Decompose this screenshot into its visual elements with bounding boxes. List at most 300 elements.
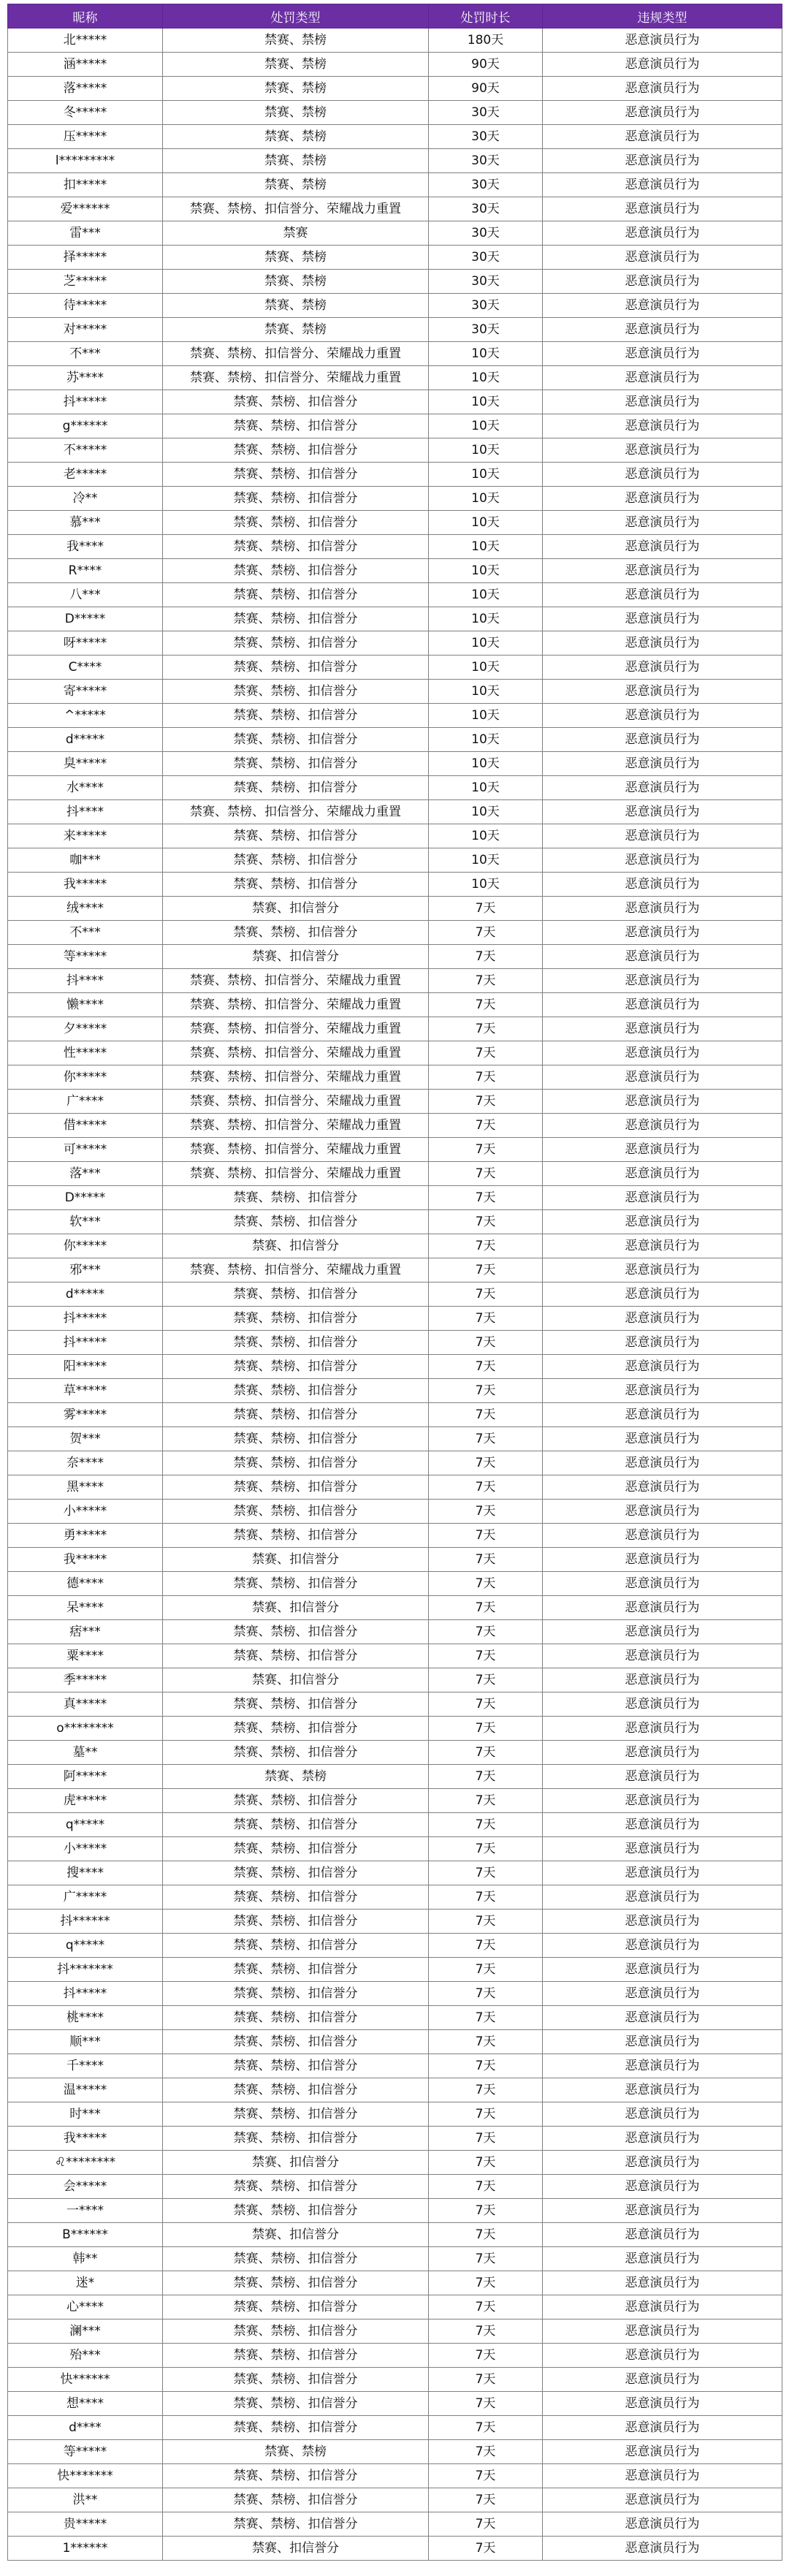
violation-type-cell: 恶意演员行为	[543, 1548, 782, 1572]
violation-type-cell: 恶意演员行为	[543, 2030, 782, 2054]
violation-type-cell: 恶意演员行为	[543, 2416, 782, 2440]
penalty-type-cell: 禁赛、禁榜、扣信誉分	[163, 2175, 429, 2199]
penalty-duration-cell: 7天	[429, 1837, 543, 1861]
violation-type-cell: 恶意演员行为	[543, 969, 782, 993]
nickname-cell: 芝*****	[8, 270, 163, 294]
penalty-duration-cell: 10天	[429, 800, 543, 824]
table-row	[8, 704, 782, 728]
table-body	[8, 29, 782, 2561]
table-row	[8, 631, 782, 656]
nickname-cell: 抖*******	[8, 1958, 163, 1982]
penalty-duration-cell: 7天	[429, 2392, 543, 2416]
table-row	[8, 2464, 782, 2488]
violation-type-cell: 恶意演员行为	[543, 77, 782, 101]
nickname-cell: 季*****	[8, 1668, 163, 1692]
penalty-type-cell: 禁赛、禁榜、扣信誉分	[163, 438, 429, 463]
nickname-cell: 爱******	[8, 197, 163, 221]
table-row	[8, 149, 782, 173]
nickname-cell: 懒****	[8, 993, 163, 1017]
header-penalty-type: 处罚类型	[163, 4, 429, 29]
penalty-type-cell: 禁赛、扣信誉分	[163, 2537, 429, 2561]
nickname-cell: 抖****	[8, 800, 163, 824]
nickname-cell: 抖****	[8, 969, 163, 993]
nickname-cell: 一****	[8, 2199, 163, 2223]
violation-type-cell: 恶意演员行为	[543, 1668, 782, 1692]
penalty-duration-cell: 7天	[429, 2247, 543, 2271]
violation-type-cell: 恶意演员行为	[543, 29, 782, 53]
nickname-cell: 贵*****	[8, 2512, 163, 2537]
table-row	[8, 221, 782, 246]
violation-type-cell: 恶意演员行为	[543, 1041, 782, 1065]
violation-type-cell: 恶意演员行为	[543, 728, 782, 752]
penalty-type-cell: 禁赛、禁榜、扣信誉分	[163, 2078, 429, 2102]
table-row	[8, 1837, 782, 1861]
violation-type-cell: 恶意演员行为	[543, 414, 782, 438]
penalty-duration-cell: 7天	[429, 2319, 543, 2344]
penalty-type-cell: 禁赛、禁榜、扣信誉分、荣耀战力重置	[163, 197, 429, 221]
violation-type-cell: 恶意演员行为	[543, 897, 782, 921]
penalty-duration-cell: 7天	[429, 897, 543, 921]
nickname-cell: q*****	[8, 1934, 163, 1958]
nickname-cell: 慕***	[8, 511, 163, 535]
penalty-duration-cell: 7天	[429, 1741, 543, 1765]
penalty-type-cell: 禁赛、禁榜	[163, 1765, 429, 1789]
penalty-type-cell: 禁赛、禁榜、扣信誉分	[163, 752, 429, 776]
violation-type-cell: 恶意演员行为	[543, 1379, 782, 1403]
violation-type-cell: 恶意演员行为	[543, 1524, 782, 1548]
penalty-duration-cell: 7天	[429, 2512, 543, 2537]
table-row	[8, 511, 782, 535]
table-row	[8, 1017, 782, 1041]
violation-type-cell: 恶意演员行为	[543, 390, 782, 414]
violation-type-cell: 恶意演员行为	[543, 607, 782, 631]
nickname-cell: 韩**	[8, 2247, 163, 2271]
nickname-cell: 老*****	[8, 463, 163, 487]
penalty-duration-cell: 7天	[429, 2151, 543, 2175]
violation-type-cell: 恶意演员行为	[543, 2127, 782, 2151]
penalty-type-cell: 禁赛、禁榜、扣信誉分	[163, 1427, 429, 1451]
nickname-cell: 千****	[8, 2054, 163, 2078]
nickname-cell: D*****	[8, 1186, 163, 1210]
violation-type-cell: 恶意演员行为	[543, 1620, 782, 1644]
penalty-type-cell: 禁赛、禁榜、扣信誉分、荣耀战力重置	[163, 1065, 429, 1090]
penalty-type-cell: 禁赛、禁榜、扣信誉分	[163, 583, 429, 607]
violation-type-cell: 恶意演员行为	[543, 2319, 782, 2344]
violation-type-cell: 恶意演员行为	[543, 2199, 782, 2223]
table-row	[8, 1162, 782, 1186]
penalty-type-cell: 禁赛、禁榜、扣信誉分	[163, 2512, 429, 2537]
table-row	[8, 2151, 782, 2175]
table-row	[8, 1910, 782, 1934]
penalty-duration-cell: 7天	[429, 1090, 543, 1114]
penalty-type-cell: 禁赛、禁榜、扣信誉分	[163, 824, 429, 848]
penalty-duration-cell: 10天	[429, 728, 543, 752]
nickname-cell: 咖***	[8, 848, 163, 873]
table-row	[8, 2416, 782, 2440]
violation-type-cell: 恶意演员行为	[543, 2151, 782, 2175]
table-row	[8, 2247, 782, 2271]
penalty-type-cell: 禁赛、禁榜、扣信誉分	[163, 1885, 429, 1910]
violation-type-cell: 恶意演员行为	[543, 1765, 782, 1789]
violation-type-cell: 恶意演员行为	[543, 2078, 782, 2102]
penalty-type-cell: 禁赛、扣信誉分	[163, 2223, 429, 2247]
penalty-duration-cell: 10天	[429, 342, 543, 366]
table-row	[8, 1283, 782, 1307]
nickname-cell: 洪**	[8, 2488, 163, 2512]
penalty-duration-cell: 7天	[429, 2030, 543, 2054]
table-row	[8, 535, 782, 559]
violation-type-cell: 恶意演员行为	[543, 1861, 782, 1885]
table-row	[8, 1427, 782, 1451]
table-row	[8, 2127, 782, 2151]
penalty-type-cell: 禁赛、禁榜、扣信誉分	[163, 1644, 429, 1668]
penalty-type-cell: 禁赛、禁榜	[163, 29, 429, 53]
penalty-duration-cell: 7天	[429, 2344, 543, 2368]
penalty-type-cell: 禁赛、禁榜	[163, 149, 429, 173]
penalty-type-cell: 禁赛、禁榜、扣信誉分	[163, 2368, 429, 2392]
penalty-duration-cell: 90天	[429, 77, 543, 101]
nickname-cell: 我****	[8, 535, 163, 559]
penalty-duration-cell: 7天	[429, 1210, 543, 1234]
table-row	[8, 2392, 782, 2416]
penalty-type-cell: 禁赛、禁榜、扣信誉分	[163, 1307, 429, 1331]
penalty-duration-cell: 10天	[429, 559, 543, 583]
violation-type-cell: 恶意演员行为	[543, 873, 782, 897]
nickname-cell: 臭*****	[8, 752, 163, 776]
violation-type-cell: 恶意演员行为	[543, 1138, 782, 1162]
nickname-cell: 小*****	[8, 1837, 163, 1861]
penalty-duration-cell: 30天	[429, 101, 543, 125]
nickname-cell: 心****	[8, 2295, 163, 2319]
penalty-duration-cell: 7天	[429, 1524, 543, 1548]
penalty-type-cell: 禁赛、禁榜、扣信誉分	[163, 1958, 429, 1982]
violation-type-cell: 恶意演员行为	[543, 559, 782, 583]
violation-type-cell: 恶意演员行为	[543, 2464, 782, 2488]
penalty-duration-cell: 10天	[429, 848, 543, 873]
penalty-duration-cell: 30天	[429, 197, 543, 221]
table-row	[8, 1307, 782, 1331]
penalty-type-cell: 禁赛、禁榜、扣信誉分	[163, 2271, 429, 2295]
penalty-duration-cell: 7天	[429, 1041, 543, 1065]
table-row	[8, 1234, 782, 1258]
nickname-cell: 迷*	[8, 2271, 163, 2295]
nickname-cell: 快******	[8, 2368, 163, 2392]
penalty-duration-cell: 7天	[429, 1017, 543, 1041]
violation-type-cell: 恶意演员行为	[543, 1451, 782, 1475]
violation-type-cell: 恶意演员行为	[543, 1644, 782, 1668]
nickname-cell: 可*****	[8, 1138, 163, 1162]
penalty-type-cell: 禁赛、禁榜、扣信誉分	[163, 1910, 429, 1934]
table-row	[8, 197, 782, 221]
violation-type-cell: 恶意演员行为	[543, 366, 782, 390]
penalty-duration-cell: 7天	[429, 2416, 543, 2440]
penalty-duration-cell: 7天	[429, 2464, 543, 2488]
violation-type-cell: 恶意演员行为	[543, 2537, 782, 2561]
penalty-duration-cell: 7天	[429, 1861, 543, 1885]
penalty-type-cell: 禁赛、禁榜、扣信誉分	[163, 1982, 429, 2006]
nickname-cell: 绒****	[8, 897, 163, 921]
violation-type-cell: 恶意演员行为	[543, 1910, 782, 1934]
table-row	[8, 680, 782, 704]
nickname-cell: 粟****	[8, 1644, 163, 1668]
penalty-duration-cell: 180天	[429, 29, 543, 53]
violation-type-cell: 恶意演员行为	[543, 1234, 782, 1258]
nickname-cell: 会*****	[8, 2175, 163, 2199]
penalty-type-cell: 禁赛、禁榜、扣信誉分	[163, 1861, 429, 1885]
table-row	[8, 656, 782, 680]
penalty-type-cell: 禁赛、禁榜、扣信誉分、荣耀战力重置	[163, 993, 429, 1017]
nickname-cell: 落***	[8, 1162, 163, 1186]
penalty-type-cell: 禁赛、禁榜、扣信誉分	[163, 656, 429, 680]
violation-type-cell: 恶意演员行为	[543, 776, 782, 800]
nickname-cell: 性*****	[8, 1041, 163, 1065]
penalty-duration-cell: 30天	[429, 173, 543, 197]
penalty-type-cell: 禁赛、禁榜、扣信誉分	[163, 2295, 429, 2319]
table-row	[8, 366, 782, 390]
nickname-cell: 贺***	[8, 1427, 163, 1451]
penalty-duration-cell: 10天	[429, 824, 543, 848]
violation-type-cell: 恶意演员行为	[543, 2223, 782, 2247]
nickname-cell: 北*****	[8, 29, 163, 53]
penalty-type-cell: 禁赛、禁榜、扣信誉分	[163, 921, 429, 945]
nickname-cell: 来*****	[8, 824, 163, 848]
violation-type-cell: 恶意演员行为	[543, 1596, 782, 1620]
nickname-cell: 苏****	[8, 366, 163, 390]
nickname-cell: 择*****	[8, 246, 163, 270]
penalty-duration-cell: 7天	[429, 1283, 543, 1307]
penalty-type-cell: 禁赛、禁榜、扣信誉分、荣耀战力重置	[163, 1258, 429, 1283]
penalty-type-cell: 禁赛、禁榜、扣信誉分、荣耀战力重置	[163, 800, 429, 824]
penalty-duration-cell: 7天	[429, 1162, 543, 1186]
violation-type-cell: 恶意演员行为	[543, 1114, 782, 1138]
penalty-type-cell: 禁赛、禁榜、扣信誉分	[163, 2392, 429, 2416]
penalty-duration-cell: 7天	[429, 1065, 543, 1090]
nickname-cell: 虎*****	[8, 1789, 163, 1813]
violation-type-cell: 恶意演员行为	[543, 1934, 782, 1958]
violation-type-cell: 恶意演员行为	[543, 680, 782, 704]
violation-type-cell: 恶意演员行为	[543, 993, 782, 1017]
violation-type-cell: 恶意演员行为	[543, 1162, 782, 1186]
penalty-type-cell: 禁赛、禁榜、扣信誉分	[163, 1186, 429, 1210]
penalty-type-cell: 禁赛、禁榜、扣信誉分	[163, 2102, 429, 2127]
table-row	[8, 1331, 782, 1355]
nickname-cell: 对*****	[8, 318, 163, 342]
violation-type-cell: 恶意演员行为	[543, 1789, 782, 1813]
nickname-cell: 借*****	[8, 1114, 163, 1138]
penalty-type-cell: 禁赛、禁榜、扣信誉分	[163, 487, 429, 511]
penalty-type-cell: 禁赛、禁榜、扣信誉分	[163, 2416, 429, 2440]
header-nickname: 昵称	[8, 4, 163, 29]
penalty-duration-cell: 10天	[429, 631, 543, 656]
penalty-type-cell: 禁赛、禁榜、扣信誉分、荣耀战力重置	[163, 1090, 429, 1114]
penalty-duration-cell: 7天	[429, 1885, 543, 1910]
penalty-duration-cell: 10天	[429, 511, 543, 535]
nickname-cell: 不***	[8, 921, 163, 945]
nickname-cell: 待*****	[8, 294, 163, 318]
nickname-cell: 呀*****	[8, 631, 163, 656]
penalty-type-cell: 禁赛、禁榜	[163, 173, 429, 197]
nickname-cell: 等*****	[8, 945, 163, 969]
nickname-cell: g******	[8, 414, 163, 438]
violation-type-cell: 恶意演员行为	[543, 463, 782, 487]
violation-type-cell: 恶意演员行为	[543, 800, 782, 824]
penalty-type-cell: 禁赛、禁榜、扣信誉分	[163, 414, 429, 438]
penalty-type-cell: 禁赛、禁榜、扣信誉分	[163, 1572, 429, 1596]
penalty-type-cell: 禁赛、扣信誉分	[163, 1234, 429, 1258]
penalty-duration-cell: 7天	[429, 1910, 543, 1934]
table-row	[8, 77, 782, 101]
penalty-duration-cell: 7天	[429, 945, 543, 969]
table-row	[8, 29, 782, 53]
penalty-duration-cell: 30天	[429, 221, 543, 246]
table-row	[8, 2199, 782, 2223]
nickname-cell: 八***	[8, 583, 163, 607]
table-row	[8, 2440, 782, 2464]
penalty-duration-cell: 7天	[429, 1403, 543, 1427]
penalty-type-cell: 禁赛、禁榜、扣信誉分、荣耀战力重置	[163, 1114, 429, 1138]
table-row	[8, 2006, 782, 2030]
table-row	[8, 2537, 782, 2561]
violation-type-cell: 恶意演员行为	[543, 1837, 782, 1861]
nickname-cell: 1******	[8, 2537, 163, 2561]
violation-type-cell: 恶意演员行为	[543, 752, 782, 776]
violation-type-cell: 恶意演员行为	[543, 221, 782, 246]
table-row	[8, 1475, 782, 1500]
penalty-duration-cell: 10天	[429, 438, 543, 463]
penalty-duration-cell: 7天	[429, 1789, 543, 1813]
table-row	[8, 1138, 782, 1162]
table-row	[8, 1572, 782, 1596]
penalty-duration-cell: 10天	[429, 414, 543, 438]
penalty-duration-cell: 10天	[429, 366, 543, 390]
nickname-cell: l*********	[8, 149, 163, 173]
violation-type-cell: 恶意演员行为	[543, 2440, 782, 2464]
penalty-type-cell: 禁赛、禁榜、扣信誉分	[163, 1475, 429, 1500]
penalty-type-cell: 禁赛、禁榜、扣信誉分	[163, 704, 429, 728]
penalty-duration-cell: 7天	[429, 921, 543, 945]
violation-type-cell: 恶意演员行为	[543, 1065, 782, 1090]
penalty-type-cell: 禁赛、禁榜、扣信誉分、荣耀战力重置	[163, 1041, 429, 1065]
violation-type-cell: 恶意演员行为	[543, 294, 782, 318]
nickname-cell: 你*****	[8, 1234, 163, 1258]
table-header-row	[8, 4, 782, 29]
violation-type-cell: 恶意演员行为	[543, 511, 782, 535]
penalty-type-cell: 禁赛、禁榜、扣信誉分	[163, 873, 429, 897]
penalty-duration-cell: 7天	[429, 1668, 543, 1692]
table-row	[8, 1500, 782, 1524]
violation-type-cell: 恶意演员行为	[543, 1258, 782, 1283]
violation-type-cell: 恶意演员行为	[543, 1427, 782, 1451]
nickname-cell: 温*****	[8, 2078, 163, 2102]
table-row	[8, 1258, 782, 1283]
penalty-duration-cell: 7天	[429, 1379, 543, 1403]
nickname-cell: 我*****	[8, 2127, 163, 2151]
nickname-cell: 快*******	[8, 2464, 163, 2488]
violation-type-cell: 恶意演员行为	[543, 824, 782, 848]
penalty-duration-cell: 30天	[429, 270, 543, 294]
penalty-duration-cell: 7天	[429, 2271, 543, 2295]
penalty-type-cell: 禁赛、禁榜、扣信誉分、荣耀战力重置	[163, 366, 429, 390]
penalty-duration-cell: 7天	[429, 969, 543, 993]
penalty-duration-cell: 30天	[429, 149, 543, 173]
penalty-duration-cell: 30天	[429, 125, 543, 149]
penalty-type-cell: 禁赛、禁榜、扣信誉分	[163, 2319, 429, 2344]
table-row	[8, 2368, 782, 2392]
penalty-type-cell: 禁赛、禁榜、扣信誉分	[163, 2464, 429, 2488]
violation-type-cell: 恶意演员行为	[543, 2368, 782, 2392]
penalty-type-cell: 禁赛、禁榜、扣信誉分	[163, 1741, 429, 1765]
penalty-duration-cell: 7天	[429, 1813, 543, 1837]
table-row	[8, 1958, 782, 1982]
table-row	[8, 776, 782, 800]
table-row	[8, 728, 782, 752]
violation-type-cell: 恶意演员行为	[543, 438, 782, 463]
violation-type-cell: 恶意演员行为	[543, 101, 782, 125]
penalty-type-cell: 禁赛、禁榜、扣信誉分、荣耀战力重置	[163, 1017, 429, 1041]
penalty-duration-cell: 10天	[429, 873, 543, 897]
table-row	[8, 2271, 782, 2295]
penalty-type-cell: 禁赛、禁榜、扣信誉分	[163, 2199, 429, 2223]
nickname-cell: 痞***	[8, 1620, 163, 1644]
nickname-cell: 雾*****	[8, 1403, 163, 1427]
table-row	[8, 2512, 782, 2537]
nickname-cell: 想****	[8, 2392, 163, 2416]
penalty-type-cell: 禁赛、禁榜、扣信誉分	[163, 1283, 429, 1307]
penalty-duration-cell: 7天	[429, 1451, 543, 1475]
table-row	[8, 318, 782, 342]
penalty-duration-cell: 30天	[429, 294, 543, 318]
nickname-cell: 软***	[8, 1210, 163, 1234]
nickname-cell: B******	[8, 2223, 163, 2247]
penalty-duration-cell: 30天	[429, 246, 543, 270]
penalty-duration-cell: 7天	[429, 1355, 543, 1379]
violation-type-cell: 恶意演员行为	[543, 1403, 782, 1427]
table-row	[8, 945, 782, 969]
nickname-cell: 邪***	[8, 1258, 163, 1283]
penalty-duration-cell: 7天	[429, 1186, 543, 1210]
violation-type-cell: 恶意演员行为	[543, 53, 782, 77]
nickname-cell: 广****	[8, 1090, 163, 1114]
table-row	[8, 1114, 782, 1138]
nickname-cell: 雷***	[8, 221, 163, 246]
table-row	[8, 53, 782, 77]
penalty-duration-cell: 7天	[429, 2006, 543, 2030]
violation-type-cell: 恶意演员行为	[543, 2271, 782, 2295]
nickname-cell: 压*****	[8, 125, 163, 149]
violation-type-cell: 恶意演员行为	[543, 1355, 782, 1379]
nickname-cell: 墓**	[8, 1741, 163, 1765]
violation-type-cell: 恶意演员行为	[543, 2247, 782, 2271]
penalty-type-cell: 禁赛、禁榜、扣信誉分	[163, 631, 429, 656]
nickname-cell: 抖******	[8, 1910, 163, 1934]
penalty-type-cell: 禁赛、禁榜、扣信誉分	[163, 1934, 429, 1958]
penalty-type-cell: 禁赛、禁榜、扣信誉分	[163, 1403, 429, 1427]
nickname-cell: 阳*****	[8, 1355, 163, 1379]
table-row	[8, 173, 782, 197]
penalty-type-cell: 禁赛、禁榜、扣信誉分	[163, 1500, 429, 1524]
violation-type-cell: 恶意演员行为	[543, 656, 782, 680]
penalty-type-cell: 禁赛、禁榜、扣信誉分	[163, 2488, 429, 2512]
table-row	[8, 752, 782, 776]
penalty-duration-cell: 7天	[429, 1500, 543, 1524]
penalty-type-cell: 禁赛、扣信誉分	[163, 897, 429, 921]
violation-type-cell: 恶意演员行为	[543, 342, 782, 366]
table-row	[8, 824, 782, 848]
penalty-duration-cell: 7天	[429, 1620, 543, 1644]
penalty-type-cell: 禁赛、禁榜、扣信誉分	[163, 535, 429, 559]
violation-type-cell: 恶意演员行为	[543, 487, 782, 511]
violation-type-cell: 恶意演员行为	[543, 1958, 782, 1982]
